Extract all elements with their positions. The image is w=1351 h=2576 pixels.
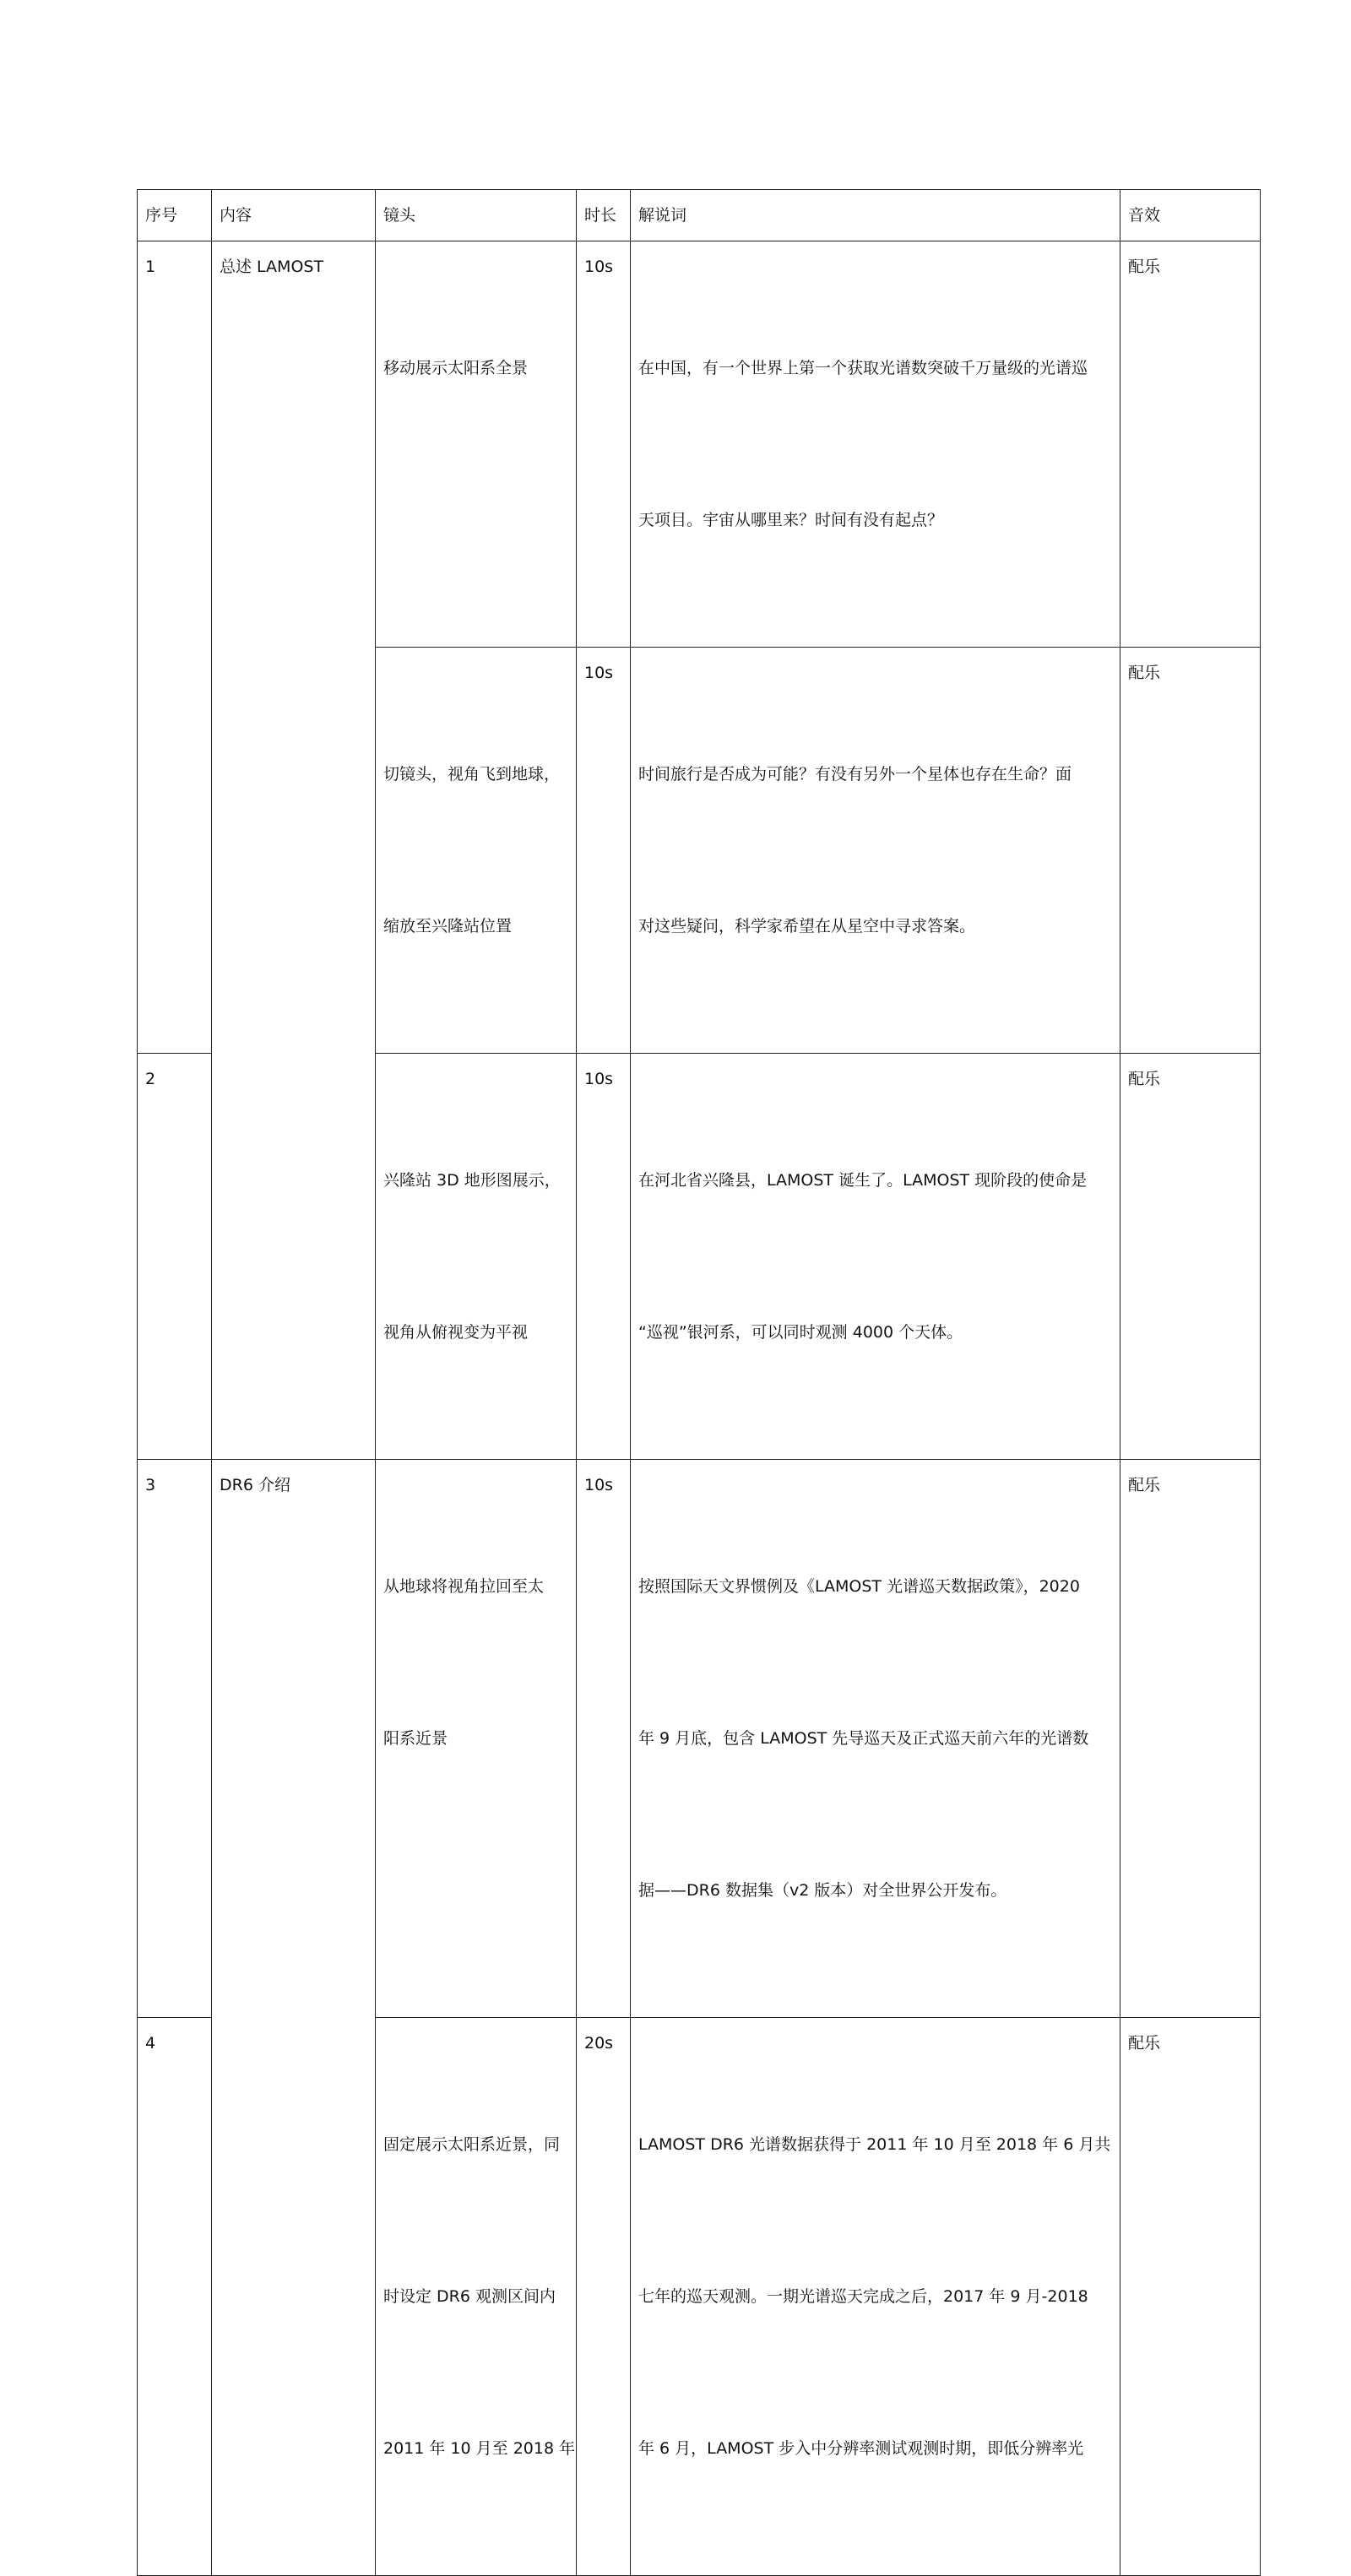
header-row bbox=[138, 190, 1261, 241]
duration-cell: 10s bbox=[577, 1460, 631, 2018]
narration-line: 在河北省兴隆县，LAMOST 诞生了。LAMOST 现阶段的使命是 bbox=[638, 1171, 1088, 1190]
duration-cell: 10s bbox=[577, 1054, 631, 1460]
shot-cell bbox=[376, 241, 577, 648]
shot-line: 移动展示太阳系全景 bbox=[383, 359, 529, 377]
narration-cell bbox=[631, 648, 1120, 1054]
table-row bbox=[138, 241, 1261, 648]
header-narration: 解说词 bbox=[631, 190, 1120, 241]
shot-line: 2011 年 10 月至 2018 年 bbox=[383, 2439, 576, 2458]
narration-line: “巡视”银河系，可以同时观测 4000 个天体。 bbox=[638, 1323, 963, 1342]
content-cell: 总述 LAMOST bbox=[212, 241, 376, 1460]
duration-cell: 10s bbox=[577, 241, 631, 648]
seq-cell: 2 bbox=[138, 1054, 212, 1460]
sound-cell: 配乐 bbox=[1120, 1054, 1261, 1460]
shot-line: 视角从俯视变为平视 bbox=[383, 1323, 529, 1342]
shot-line: 从地球将视角拉回至太 bbox=[383, 1577, 545, 1596]
sound-cell: 配乐 bbox=[1120, 648, 1261, 1054]
header-shot: 镜头 bbox=[376, 190, 577, 241]
narration-line: 年 6 月，LAMOST 步入中分辨率测试观测时期，即低分辨率光 bbox=[638, 2439, 1084, 2458]
narration-line: 在中国，有一个世界上第一个获取光谱数突破千万量级的光谱巡 bbox=[638, 359, 1088, 377]
header-duration: 时长 bbox=[577, 190, 631, 241]
table-row bbox=[138, 1460, 1261, 2018]
shot-cell bbox=[376, 1460, 577, 2018]
narration-line: 按照国际天文界惯例及《LAMOST 光谱巡天数据政策》，2020 bbox=[638, 1577, 1080, 1596]
seq-cell: 3 bbox=[138, 1460, 212, 2018]
shot-line: 时设定 DR6 观测区间内 bbox=[383, 2287, 556, 2306]
narration-line: 年 9 月底，包含 LAMOST 先导巡天及正式巡天前六年的光谱数 bbox=[638, 1729, 1089, 1748]
shot-line: 缩放至兴隆站位置 bbox=[383, 917, 513, 935]
narration-line: 时间旅行是否成为可能？有没有另外一个星体也存在生命？面 bbox=[638, 765, 1072, 784]
header-sound: 音效 bbox=[1120, 190, 1261, 241]
shot-cell bbox=[376, 1054, 577, 1460]
narration-line: 据——DR6 数据集（v2 版本）对全世界公开发布。 bbox=[638, 1881, 1007, 1900]
narration-line: LAMOST DR6 光谱数据获得于 2011 年 10 月至 2018 年 6 月共 bbox=[638, 2135, 1111, 2154]
seq-cell: 1 bbox=[138, 241, 212, 1054]
storyboard-table bbox=[137, 189, 1261, 2576]
narration-cell bbox=[631, 1460, 1120, 2018]
shot-line: 切镜头，视角飞到地球， bbox=[383, 765, 561, 784]
shot-cell bbox=[376, 2018, 577, 2576]
sound-cell: 配乐 bbox=[1120, 241, 1261, 648]
header-content: 内容 bbox=[212, 190, 376, 241]
duration-cell: 20s bbox=[577, 2018, 631, 2576]
shot-line: 固定展示太阳系近景，同 bbox=[383, 2135, 561, 2154]
narration-cell bbox=[631, 1054, 1120, 1460]
duration-cell: 10s bbox=[577, 648, 631, 1054]
shot-line: 兴隆站 3D 地形图展示， bbox=[383, 1171, 561, 1190]
sound-cell: 配乐 bbox=[1120, 2018, 1261, 2576]
sound-cell: 配乐 bbox=[1120, 1460, 1261, 2018]
narration-line: 天项目。宇宙从哪里来？时间有没有起点？ bbox=[638, 511, 944, 529]
content-cell: DR6 介绍 bbox=[212, 1460, 376, 2576]
shot-cell bbox=[376, 648, 577, 1054]
narration-line: 对这些疑问，科学家希望在从星空中寻求答案。 bbox=[638, 917, 976, 935]
seq-cell: 4 bbox=[138, 2018, 212, 2576]
shot-line: 阳系近景 bbox=[383, 1729, 448, 1748]
narration-cell bbox=[631, 2018, 1120, 2576]
header-seq: 序号 bbox=[138, 190, 212, 241]
narration-line: 七年的巡天观测。一期光谱巡天完成之后，2017 年 9 月-2018 bbox=[638, 2287, 1088, 2306]
narration-cell bbox=[631, 241, 1120, 648]
